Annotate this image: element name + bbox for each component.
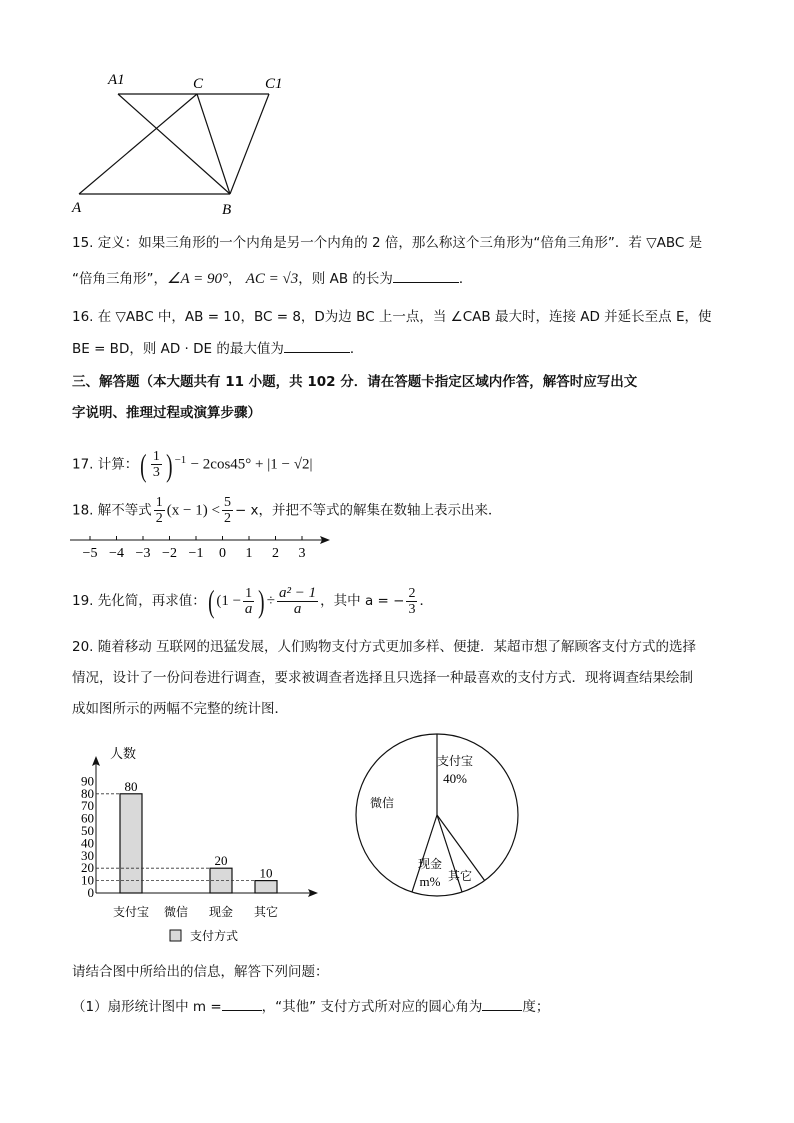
q16-end: ． [349, 341, 364, 357]
angle-answer-blank[interactable] [482, 996, 522, 1011]
label-c: C [193, 76, 204, 92]
q18-expression: (x − 1) < [166, 502, 220, 519]
q15-angle: ∠A = 90° [167, 271, 228, 287]
legend-label: 支付方式 [190, 929, 239, 943]
x-tick-label: 微信 [163, 905, 189, 919]
q19-expr: (1 − [216, 593, 242, 609]
q19-fraction-3: $\frac{2}{3}$ [408, 585, 416, 617]
number-line-label: −3 [135, 546, 151, 561]
q15-text2: ，则 AB 的长为 [298, 271, 393, 287]
q20-line3: 成如图所示的两幅不完整的统计图． [72, 701, 288, 717]
number-line-label: −4 [109, 546, 124, 561]
y-tick-label: 10 [81, 872, 94, 888]
q16-line1: 16. 在 ▽ABC 中，AB = 10，BC = 8，D为边 BC 上一点，当 ∠CAB 最大时，连接 AD 并延长至点 E，使 [72, 309, 712, 325]
q18-text: − x，并把不等式的解集在数轴上表示出来． [234, 502, 502, 519]
legend-swatch [170, 930, 181, 941]
q19-fraction-1: $\frac{1}{a}$ [244, 585, 253, 617]
q19-label: 19. 先化简，再求值： [72, 593, 206, 609]
q19-text: ，其中 a = − [320, 593, 405, 609]
q15-answer-blank[interactable] [393, 268, 459, 283]
q18-label: 18. 解不等式 [72, 502, 152, 519]
sub1-text3: 度； [522, 999, 550, 1015]
q15-sep: ， [227, 271, 242, 287]
number-line [68, 532, 338, 564]
q16-answer-blank[interactable] [284, 338, 350, 353]
q15-ac: AC = √3 [245, 271, 299, 287]
geometry-figure [60, 60, 300, 220]
pie-chart [340, 720, 540, 910]
q20-sub1 [72, 996, 549, 1017]
y-axis-title: 人数 [110, 746, 137, 761]
bar-chart [0, 730, 340, 950]
q17-label: 17. 计算： [72, 456, 139, 473]
number-line-label: −1 [188, 546, 204, 561]
bar [255, 881, 277, 893]
q17-fraction: $\frac{1}{3}$ [152, 449, 160, 480]
pie-slice-value: 40% [443, 771, 467, 786]
pie-slice-label: 支付宝 [436, 754, 474, 768]
y-tick-label: 0 [87, 885, 94, 900]
pie-slice-value: m% [419, 874, 441, 889]
pie-slice-label: 其它 [447, 869, 473, 883]
q19-end: ． [419, 593, 433, 609]
q18 [72, 495, 502, 526]
q20-prompt: 请结合图中所给出的信息，解答下列问题： [72, 964, 329, 980]
q19-fraction-2: $\frac{\text{a² − 1}}{a}$ [279, 584, 317, 617]
q19: 19. 先化简，再求值：( (1 − $\frac{1}{a}$ ) ÷ $\frac{\text{a² − 1}}{a}$ ，其中 a = − $\frac{2}{3}$ ． [72, 583, 433, 619]
y-tick-label: 80 [81, 785, 94, 801]
number-line-label: −5 [82, 546, 98, 561]
bar [120, 794, 142, 893]
q15-text: “倍角三角形”， [72, 271, 167, 287]
q16-line2 [72, 338, 363, 359]
segment-a-c [79, 94, 197, 194]
number-line-label: 0 [219, 546, 226, 561]
q15-line1: 15. 定义：如果三角形的一个内角是另一个内角的 2 倍，那么称这个三角形为“倍角三角形”．若 ▽ABC 是 [72, 235, 703, 251]
sub1-text2: ，“其他” 支付方式所对应的圆心角为 [261, 999, 483, 1015]
label-c1: C1 [265, 76, 283, 92]
q15-end: ． [458, 271, 473, 287]
label-b: B [222, 202, 232, 218]
y-tick-label: 30 [81, 847, 94, 863]
number-line-label: 3 [298, 546, 306, 561]
sub1-text: （1）扇形统计图中 m = [72, 999, 222, 1015]
pie-slice-label: 现金 [417, 857, 443, 871]
q18-fraction-2: $\frac{5}{2}$ [223, 495, 231, 526]
y-tick-label: 20 [81, 860, 94, 876]
data-label: 20 [214, 853, 228, 869]
x-tick-label: 支付宝 [112, 905, 150, 919]
y-tick-label: 40 [81, 835, 94, 851]
x-tick-label: 其它 [253, 905, 279, 919]
label-a: A [72, 200, 82, 216]
label-a1: A1 [108, 72, 125, 88]
q20-line1: 20. 随着移动 互联网的迅猛发展，人们购物支付方式更加多样、便捷．某超市想了解顾客支付方式的选择 [72, 639, 697, 655]
q17-exponent: −1 [174, 454, 187, 466]
q17: 17. 计算：( $\frac{1}{3}$ ) $^{-1}$ − 2cos45° + |1 − √2| [72, 446, 313, 483]
section3-heading-2: 字说明、推理过程或演算步骤） [72, 405, 261, 421]
x-tick-label: 现金 [208, 905, 234, 919]
q20-line2: 情况，设计了一份问卷进行调查，要求被调查者选择且只选择一种最喜欢的支付方式．现将调查结果绘制 [72, 670, 693, 686]
q15-line2 [72, 268, 472, 289]
q17-expression: − 2cos45° + |1 − √2| [190, 456, 313, 473]
y-tick-label: 50 [81, 823, 94, 838]
number-line-label: −2 [162, 546, 177, 561]
m-answer-blank[interactable] [222, 996, 262, 1011]
data-label: 10 [259, 865, 273, 881]
section3-heading-1: 三、解答题（本大题共有 11 小题，共 102 分．请在答题卡指定区域内作答，解答时应写出文 [72, 374, 638, 390]
segment-c1-b [230, 94, 269, 194]
y-tick-label: 70 [81, 798, 94, 814]
q16-text: BE = BD，则 AD · DE 的最大值为 [72, 341, 284, 357]
pie-slice-label: 微信 [369, 796, 395, 810]
y-tick-label: 60 [81, 810, 94, 826]
y-tick-label: 90 [81, 773, 94, 789]
number-line-label: 1 [245, 546, 253, 561]
data-label: 80 [124, 778, 138, 794]
number-line-label: 2 [272, 546, 279, 561]
q18-fraction-1: $\frac{1}{2}$ [155, 495, 163, 526]
